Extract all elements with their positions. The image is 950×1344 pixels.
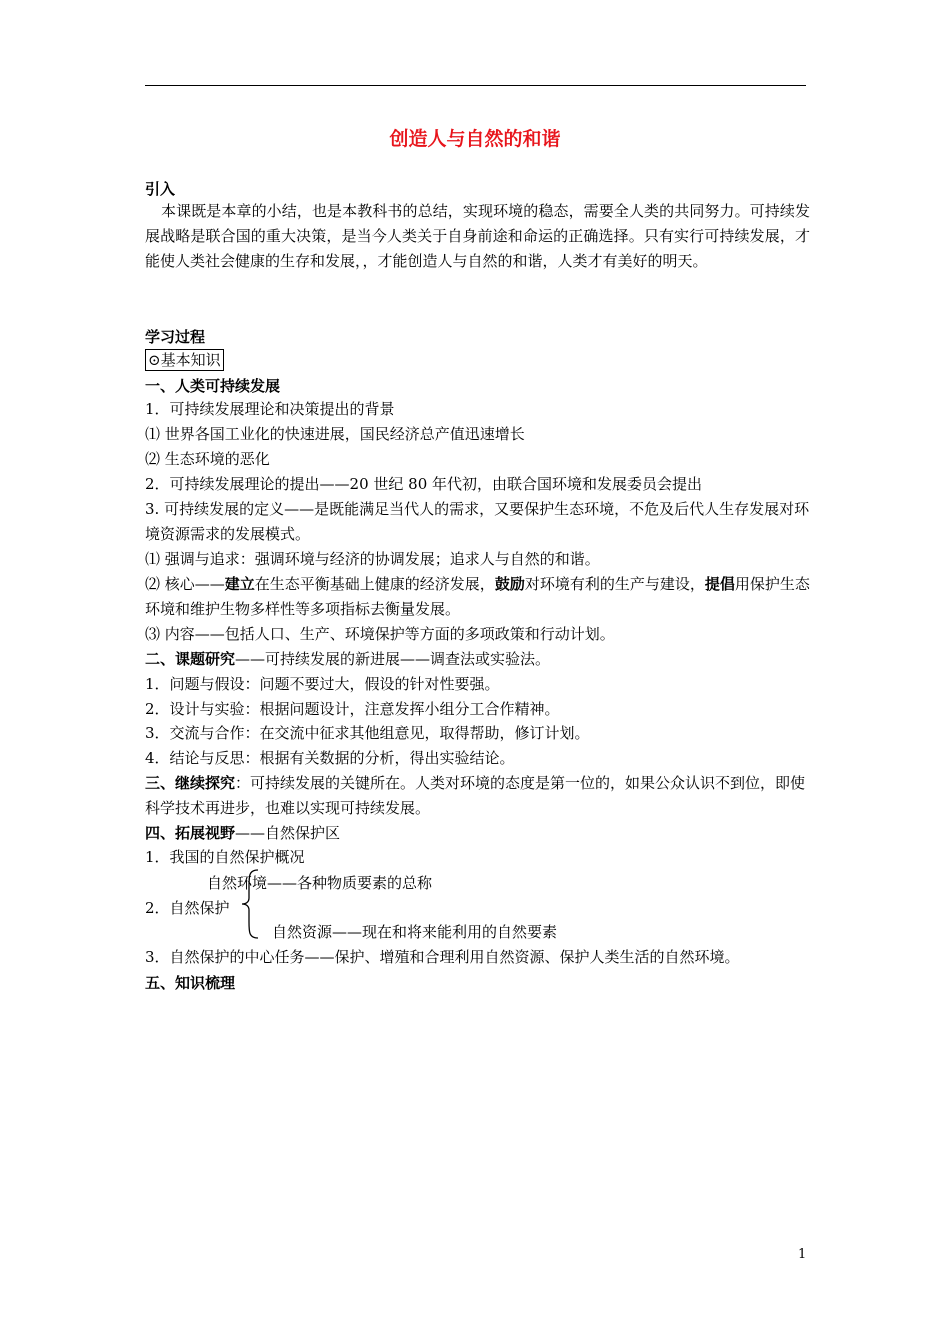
sec1-line-3: ⑵ 生态环境的恶化 — [145, 450, 270, 468]
brace-top-item: 自然环境——各种物质要素的总称 — [207, 874, 433, 892]
core-text-1: 在生态平衡基础上健康的经济发展， — [254, 575, 495, 593]
process-heading: 学习过程 — [145, 328, 206, 346]
section3-paragraph — [145, 771, 810, 821]
section3-heading-bold: 三、继续探究 — [145, 774, 236, 792]
sec1-line-2: ⑴ 世界各国工业化的快速进展，国民经济总产值迅速增长 — [145, 425, 525, 443]
sec2-line-2: 2．设计与实验：根据问题设计，注意发挥小组分工合作精神。 — [145, 700, 560, 718]
section4-heading-rest: ——自然保护区 — [235, 824, 341, 842]
section2-heading-bold: 二、课题研究 — [145, 650, 236, 668]
page-number: 1 — [798, 1247, 807, 1262]
sec1-core — [145, 572, 810, 622]
sec2-line-3: 3．交流与合作：在交流中征求其他组意见，取得帮助，修订计划。 — [145, 724, 590, 742]
section4-heading — [145, 822, 340, 844]
section3-text: ：可持续发展的关键所在。人类对环境的态度是第一位的，如果公众认识不到位，即使科学技术再进步，也难以实现可持续发展。 — [145, 774, 806, 817]
core-build: 建立 — [224, 575, 255, 593]
core-advocate: 提倡 — [704, 575, 735, 593]
intro-heading: 引入 — [145, 180, 176, 198]
sec1-line-4: 2．可持续发展理论的提出——20 世纪 80 年代初，由联合国环境和发展委员会提出 — [145, 475, 703, 493]
sec4-line-3: 3．自然保护的中心任务——保护、增殖和合理利用自然资源、保护人类生活的自然环境。 — [145, 948, 740, 966]
sec1-line-1: 1．可持续发展理论和决策提出的背景 — [145, 400, 395, 418]
section2-heading — [145, 648, 550, 670]
core-text-3: 用保护生态环境和维护生物多样性等多项指标去衡量发展。 — [145, 575, 810, 618]
sec1-definition: 3. 可持续发展的定义——是既能满足当代人的需求，又要保护生态环境，不危及后代人生存发展对环境资源需求的发展模式。 — [145, 500, 810, 543]
brace-bottom-item: 自然资源——现在和将来能利用的自然要素 — [272, 923, 558, 941]
sec2-line-1: 1．问题与假设：问题不要过大，假设的针对性要强。 — [145, 675, 500, 693]
intro-paragraph: 本课既是本章的小结，也是本教科书的总结，实现环境的稳态，需要全人类的共同努力。可持续发展战略是联合国的重大决策，是当今人类关于自身前途和命运的正确选择。只有实行可持续发展，才能使人类社会健康的生存和发展，，才能创造人与自然的和谐，人类才有美好的明天。 — [145, 202, 810, 270]
sec1-line-6: ⑴ 强调与追求：强调环境与经济的协调发展；追求人与自然的和谐。 — [145, 550, 600, 568]
section5-heading: 五、知识梳理 — [145, 974, 236, 992]
sec1-line-8: ⑶ 内容——包括人口、生产、环境保护等方面的多项政策和行动计划。 — [145, 625, 615, 643]
core-text-2: 对环境有利的生产与建设， — [524, 575, 705, 593]
curly-brace-icon — [240, 868, 260, 940]
core-encourage: 鼓励 — [494, 575, 525, 593]
section4-heading-bold: 四、拓展视野 — [145, 824, 236, 842]
core-prefix: ⑵ 核心—— — [145, 575, 225, 593]
section2-heading-rest: ——可持续发展的新进展——调查法或实验法。 — [235, 650, 551, 668]
header-rule — [145, 85, 806, 86]
section1-heading: 一、人类可持续发展 — [145, 377, 281, 395]
sec2-line-4: 4．结论与反思：根据有关数据的分析，得出实验结论。 — [145, 749, 515, 767]
sec4-line-1: 1．我国的自然保护概况 — [145, 848, 305, 866]
page-title: 创造人与自然的和谐 — [389, 128, 561, 150]
brace-left-label: 2．自然保护 — [145, 899, 230, 917]
basic-knowledge-box: ⊙基本知识 — [145, 349, 224, 371]
